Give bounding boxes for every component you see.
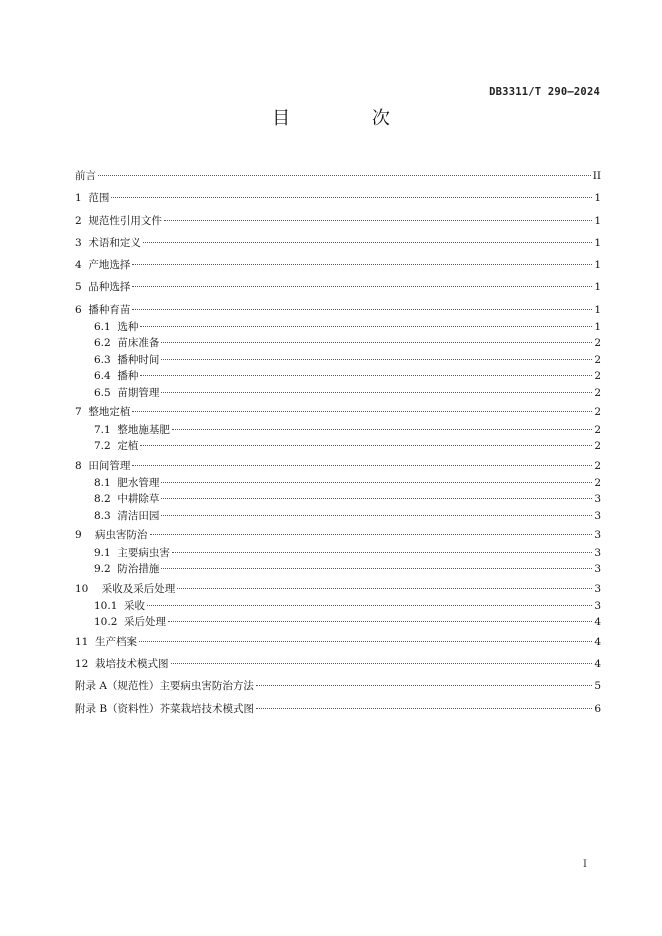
toc-entry-page: 3 — [594, 563, 601, 575]
toc-leader-dots — [256, 685, 592, 686]
toc-entry-page: 5 — [594, 680, 601, 693]
toc-entry[interactable] — [75, 653, 601, 675]
toc-entry-label: 11 生产档案 — [75, 635, 138, 648]
toc-entry[interactable] — [75, 335, 601, 352]
toc-entry[interactable] — [75, 368, 601, 385]
toc-entry-page: 2 — [594, 337, 601, 350]
toc-entry[interactable] — [75, 524, 601, 546]
toc-entry-page: 1 — [594, 320, 601, 333]
toc-entry-label: 9 病虫害防治 — [75, 529, 148, 542]
toc-entry-label: 6.5 苗期管理 — [94, 386, 160, 399]
toc-leader-dots — [140, 326, 592, 327]
toc-entry-page: 4 — [594, 658, 601, 670]
toc-entry-label: 8.1 肥水管理 — [94, 476, 160, 489]
toc-entry-page: 3 — [594, 546, 601, 559]
toc-entry-label: 6.2 苗床准备 — [94, 337, 160, 350]
toc-entry[interactable] — [75, 187, 601, 209]
toc-entry-label: 7.2 定植 — [94, 440, 139, 452]
toc-entry-page: 4 — [594, 616, 601, 629]
toc-entry-label: 8.2 中耕除草 — [94, 493, 160, 506]
toc-leader-dots — [147, 605, 592, 606]
toc-leader-dots — [172, 552, 592, 553]
toc-entry-page: 3 — [594, 582, 601, 595]
toc-leader-dots — [161, 515, 592, 516]
toc-entry-label: 3 术语和定义 — [75, 236, 141, 249]
toc-entry-label: 7 整地定植 — [75, 406, 131, 419]
toc-entry[interactable] — [75, 491, 601, 508]
toc-entry[interactable] — [75, 276, 601, 298]
toc-entry[interactable] — [75, 352, 601, 369]
toc-entry-page: 2 — [594, 476, 601, 489]
toc-leader-dots — [98, 175, 591, 176]
toc-leader-dots — [256, 708, 592, 709]
toc-leader-dots — [132, 264, 592, 265]
toc-entry-page: 1 — [594, 303, 601, 316]
toc-entry-page: 2 — [594, 459, 601, 472]
toc-entry-page: 3 — [594, 599, 601, 612]
toc-entry-page: 4 — [594, 635, 601, 648]
toc-entry-page: 1 — [594, 214, 601, 227]
toc-entry-page: 3 — [594, 509, 601, 522]
toc-leader-dots — [132, 465, 592, 466]
toc-leader-dots — [172, 429, 592, 430]
toc-entry-label: 8 田间管理 — [75, 459, 131, 472]
toc-leader-dots — [139, 641, 592, 642]
toc-entry-label: 8.3 清洁田园 — [94, 509, 160, 522]
toc-leader-dots — [161, 568, 592, 569]
toc-entry[interactable] — [75, 254, 601, 276]
toc-entry-page: 3 — [594, 529, 601, 542]
toc-entry-page: 1 — [594, 259, 601, 271]
toc-entry[interactable] — [75, 614, 601, 631]
toc-entry[interactable] — [75, 210, 601, 232]
toc-entry-label: 10 采收及采后处理 — [75, 582, 176, 595]
toc-leader-dots — [161, 359, 592, 360]
toc-entry[interactable] — [75, 438, 601, 455]
toc-entry[interactable] — [75, 165, 601, 187]
toc-entry-label: 2 规范性引用文件 — [75, 214, 162, 227]
toc-leader-dots — [132, 286, 592, 287]
toc-entry-page: 1 — [594, 192, 601, 205]
toc-leader-dots — [177, 588, 592, 589]
toc-leader-dots — [132, 309, 592, 310]
toc-entry-label: 6 播种育苗 — [75, 303, 131, 316]
toc-leader-dots — [161, 342, 592, 343]
toc-entry[interactable] — [75, 299, 601, 321]
toc-leader-dots — [140, 375, 592, 376]
toc-leader-dots — [150, 534, 593, 535]
toc-entry[interactable] — [75, 598, 601, 615]
toc-entry[interactable] — [75, 631, 601, 653]
toc-entry-page: 2 — [594, 370, 601, 383]
toc-entry-page: 2 — [594, 386, 601, 399]
toc-entry[interactable] — [75, 455, 601, 477]
toc-leader-dots — [111, 197, 592, 198]
toc-entry-label: 9.2 防治措施 — [94, 563, 160, 575]
toc-entry-page: 6 — [594, 702, 601, 715]
toc-entry-label: 10.2 采后处理 — [94, 616, 167, 629]
toc-entry-page: II — [592, 170, 601, 182]
table-of-contents — [75, 165, 601, 720]
page-title: 目 次 — [272, 108, 428, 129]
toc-entry[interactable] — [75, 578, 601, 600]
toc-entry-page: 1 — [594, 281, 601, 294]
toc-entry-page: 2 — [594, 423, 601, 436]
toc-entry[interactable] — [75, 385, 601, 402]
toc-entry-page: 2 — [594, 440, 601, 452]
toc-entry-label: 1 范围 — [75, 192, 110, 205]
toc-entry-page: 1 — [594, 236, 601, 249]
toc-entry-label: 9.1 主要病虫害 — [94, 546, 170, 559]
toc-entry[interactable] — [75, 232, 601, 254]
toc-entry-label: 4 产地选择 — [75, 259, 131, 271]
toc-leader-dots — [168, 621, 592, 622]
toc-leader-dots — [132, 411, 592, 412]
toc-leader-dots — [164, 220, 592, 221]
toc-leader-dots — [161, 482, 592, 483]
toc-entry[interactable] — [75, 475, 601, 492]
toc-entry[interactable] — [75, 319, 601, 336]
toc-entry[interactable] — [75, 545, 601, 562]
toc-entry[interactable] — [75, 698, 601, 720]
toc-entry[interactable] — [75, 422, 601, 439]
toc-entry-label: 6.3 播种时间 — [94, 353, 160, 366]
toc-entry-label: 6.1 选种 — [94, 320, 139, 333]
toc-entry-label: 10.1 采收 — [94, 599, 146, 612]
toc-entry[interactable] — [75, 508, 601, 525]
toc-entry[interactable] — [75, 675, 601, 697]
toc-entry-label: 5 品种选择 — [75, 281, 131, 294]
toc-entry-label: 附录 A（规范性）主要病虫害防治方法 — [75, 680, 254, 693]
toc-entry-page: 2 — [594, 353, 601, 366]
toc-entry[interactable] — [75, 401, 601, 423]
toc-entry-label: 12 栽培技术模式图 — [75, 658, 169, 670]
document-code: DB3311/T 290—2024 — [489, 86, 600, 98]
toc-entry-label: 前言 — [75, 170, 96, 182]
toc-entry-label: 附录 B（资料性）芥菜栽培技术模式图 — [75, 702, 255, 715]
toc-entry-page: 3 — [594, 493, 601, 506]
toc-leader-dots — [143, 242, 592, 243]
toc-entry-label: 6.4 播种 — [94, 370, 139, 383]
footer-page-number: I — [583, 859, 587, 870]
toc-leader-dots — [140, 445, 592, 446]
toc-leader-dots — [171, 663, 593, 664]
toc-entry[interactable] — [75, 561, 601, 578]
toc-entry-page: 2 — [594, 406, 601, 419]
toc-leader-dots — [161, 498, 592, 499]
toc-leader-dots — [161, 392, 592, 393]
toc-entry-label: 7.1 整地施基肥 — [94, 423, 170, 436]
